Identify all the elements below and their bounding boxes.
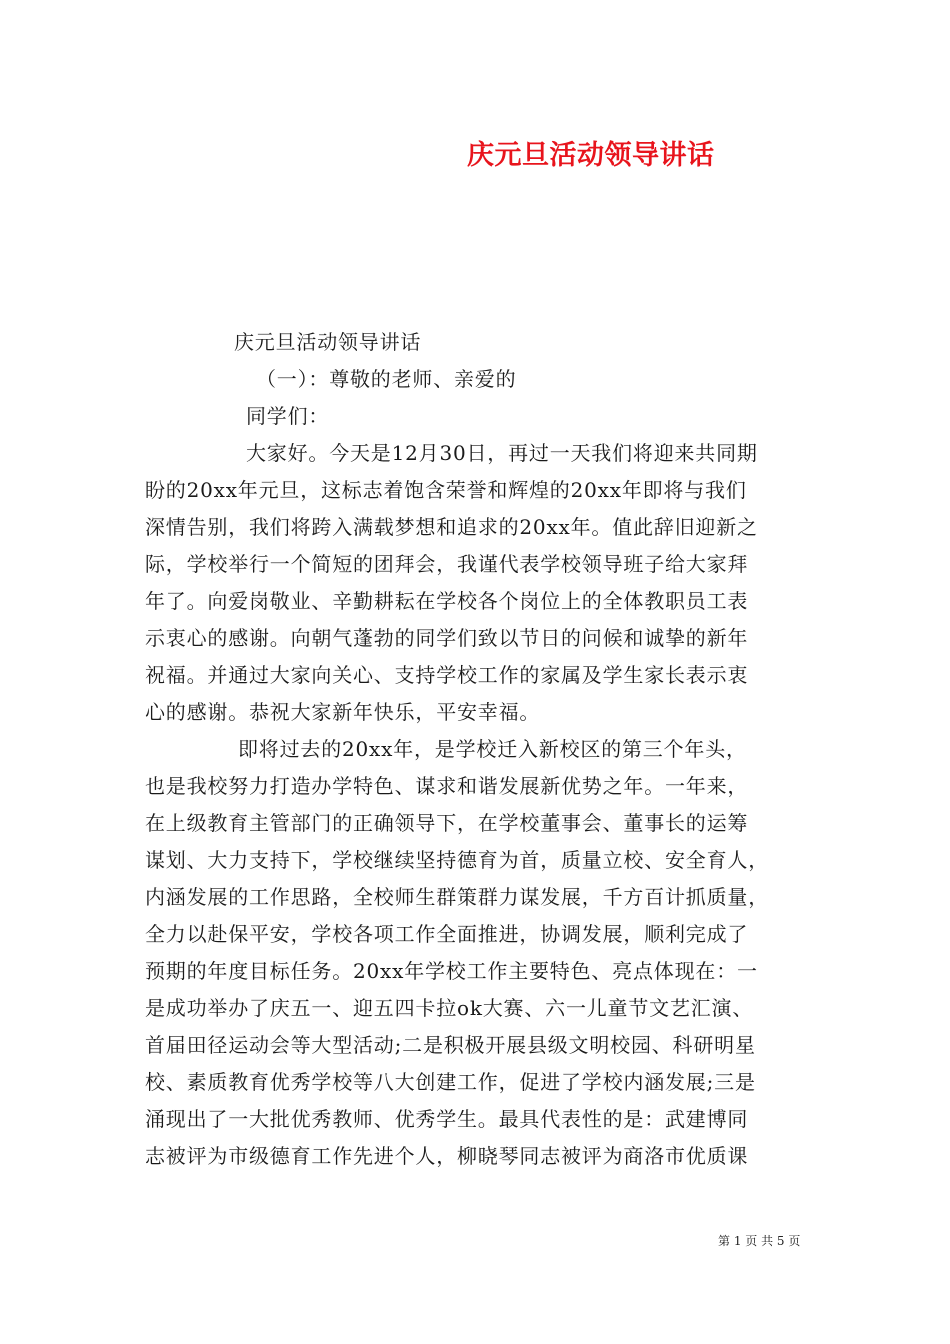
salutation-line: 同学们：: [246, 404, 330, 428]
paragraph-line: 即将过去的20xx年，是学校迁入新校区的第三个年头，: [238, 737, 747, 761]
paragraph-line: 深情告别，我们将跨入满载梦想和追求的20xx年。值此辞旧迎新之: [145, 515, 758, 539]
paragraph-line: 大家好。今天是12月30日，再过一天我们将迎来共同期: [246, 441, 758, 465]
paragraph-line: 祝福。并通过大家向关心、支持学校工作的家属及学生家长表示衷: [145, 663, 749, 687]
paragraph-line: 示衷心的感谢。向朝气蓬勃的同学们致以节日的问候和诚挚的新年: [145, 626, 749, 650]
paragraph-line: 谋划、大力支持下，学校继续坚持德育为首，质量立校、安全育人，: [145, 848, 769, 872]
paragraph-line: 也是我校努力打造办学特色、谋求和谐发展新优势之年。一年来，: [145, 774, 749, 798]
paragraph-line: 年了。向爱岗敬业、辛勤耕耘在学校各个岗位上的全体教职员工表: [145, 589, 749, 613]
document-body: [145, 324, 810, 1175]
paragraph-line: 全力以赴保平安，学校各项工作全面推进，协调发展，顺利完成了: [145, 922, 749, 946]
paragraph-line: 志被评为市级德育工作先进个人，柳晓琴同志被评为商洛市优质课: [145, 1144, 749, 1168]
section-heading-line: （一）：尊敬的老师、亲爱的: [256, 367, 517, 391]
subtitle-line: 庆元旦活动领导讲话: [234, 330, 422, 354]
paragraph-line: 首届田径运动会等大型活动;二是积极开展县级文明校园、科研明星: [145, 1033, 756, 1057]
paragraph-line: 是成功举办了庆五一、迎五四卡拉ok大赛、六一儿童节文艺汇演、: [145, 996, 754, 1020]
paragraph-line: 预期的年度目标任务。20xx年学校工作主要特色、亮点体现在：一: [145, 959, 758, 983]
paragraph-line: 涌现出了一大批优秀教师、优秀学生。最具代表性的是：武建博同: [145, 1107, 749, 1131]
page-number-footer: 第 1 页 共 5 页: [718, 1234, 801, 1248]
paragraph-line: 盼的20xx年元旦，这标志着饱含荣誉和辉煌的20xx年即将与我们: [145, 478, 747, 502]
paragraph-line: 内涵发展的工作思路，全校师生群策群力谋发展，千方百计抓质量，: [145, 885, 769, 909]
document-title: 庆元旦活动领导讲话: [467, 140, 715, 171]
paragraph-line: 际，学校举行一个简短的团拜会，我谨代表学校领导班子给大家拜: [145, 552, 749, 576]
paragraph-line: 校、素质教育优秀学校等八大创建工作，促进了学校内涵发展;三是: [145, 1070, 756, 1094]
paragraph-line: 心的感谢。恭祝大家新年快乐，平安幸福。: [145, 700, 541, 724]
paragraph-line: 在上级教育主管部门的正确领导下，在学校董事会、董事长的运筹: [145, 811, 749, 835]
